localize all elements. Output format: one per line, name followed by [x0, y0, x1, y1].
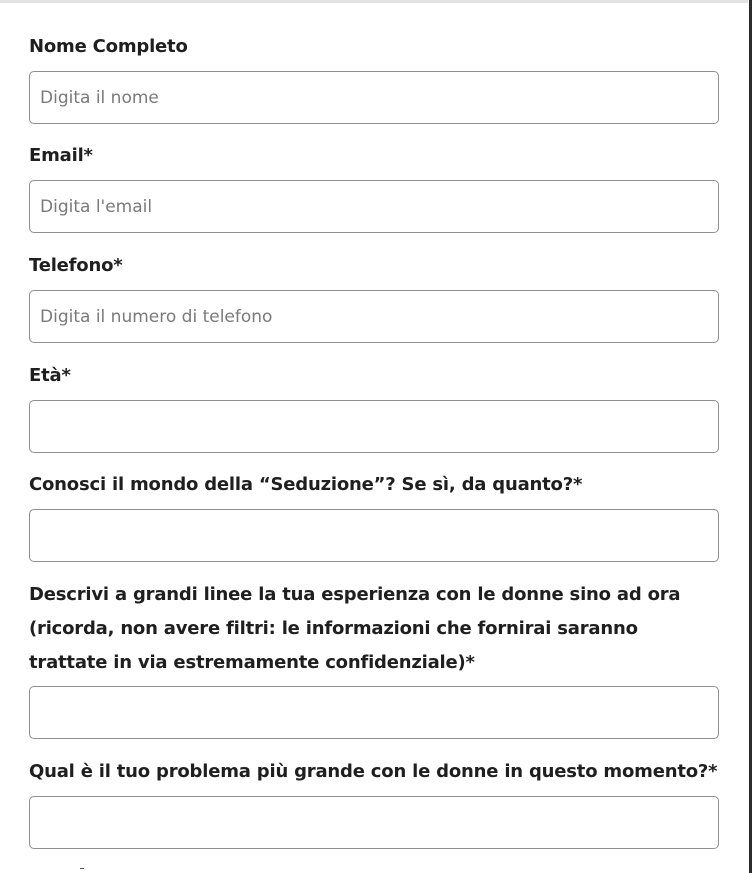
full-name-label: Nome Completo	[29, 36, 188, 57]
experience-label: Descrivi a grandi linee la tua esperienza con le donne sino ad ora (ricorda, non avere filtri: le informazioni che fornirai saranno trattate in via estremamente confidenziale)*	[29, 584, 681, 673]
top-divider	[0, 0, 748, 3]
age-input[interactable]	[29, 400, 719, 453]
seduction-knowledge-input[interactable]	[29, 509, 719, 562]
age-label: Età*	[29, 365, 71, 386]
experience-input[interactable]	[29, 686, 719, 739]
email-input[interactable]	[29, 180, 719, 233]
field-biggest-problem	[29, 755, 719, 849]
biggest-problem-label: Qual è il tuo problema più grande con le donne in questo momento?*	[29, 761, 718, 782]
field-experience	[29, 578, 719, 739]
field-seduction-knowledge	[29, 468, 719, 562]
email-label: Email*	[29, 145, 93, 166]
biggest-problem-input[interactable]	[29, 796, 719, 849]
phone-label: Telefono*	[29, 255, 123, 276]
phone-input[interactable]	[29, 290, 719, 343]
next-field-label-fragment	[80, 868, 84, 873]
field-age	[29, 359, 719, 453]
full-name-input[interactable]	[29, 71, 719, 124]
seduction-knowledge-label: Conosci il mondo della “Seduzione”? Se sì, da quanto?*	[29, 474, 583, 495]
field-phone	[29, 249, 719, 343]
field-email	[29, 139, 719, 233]
field-full-name	[29, 30, 719, 124]
